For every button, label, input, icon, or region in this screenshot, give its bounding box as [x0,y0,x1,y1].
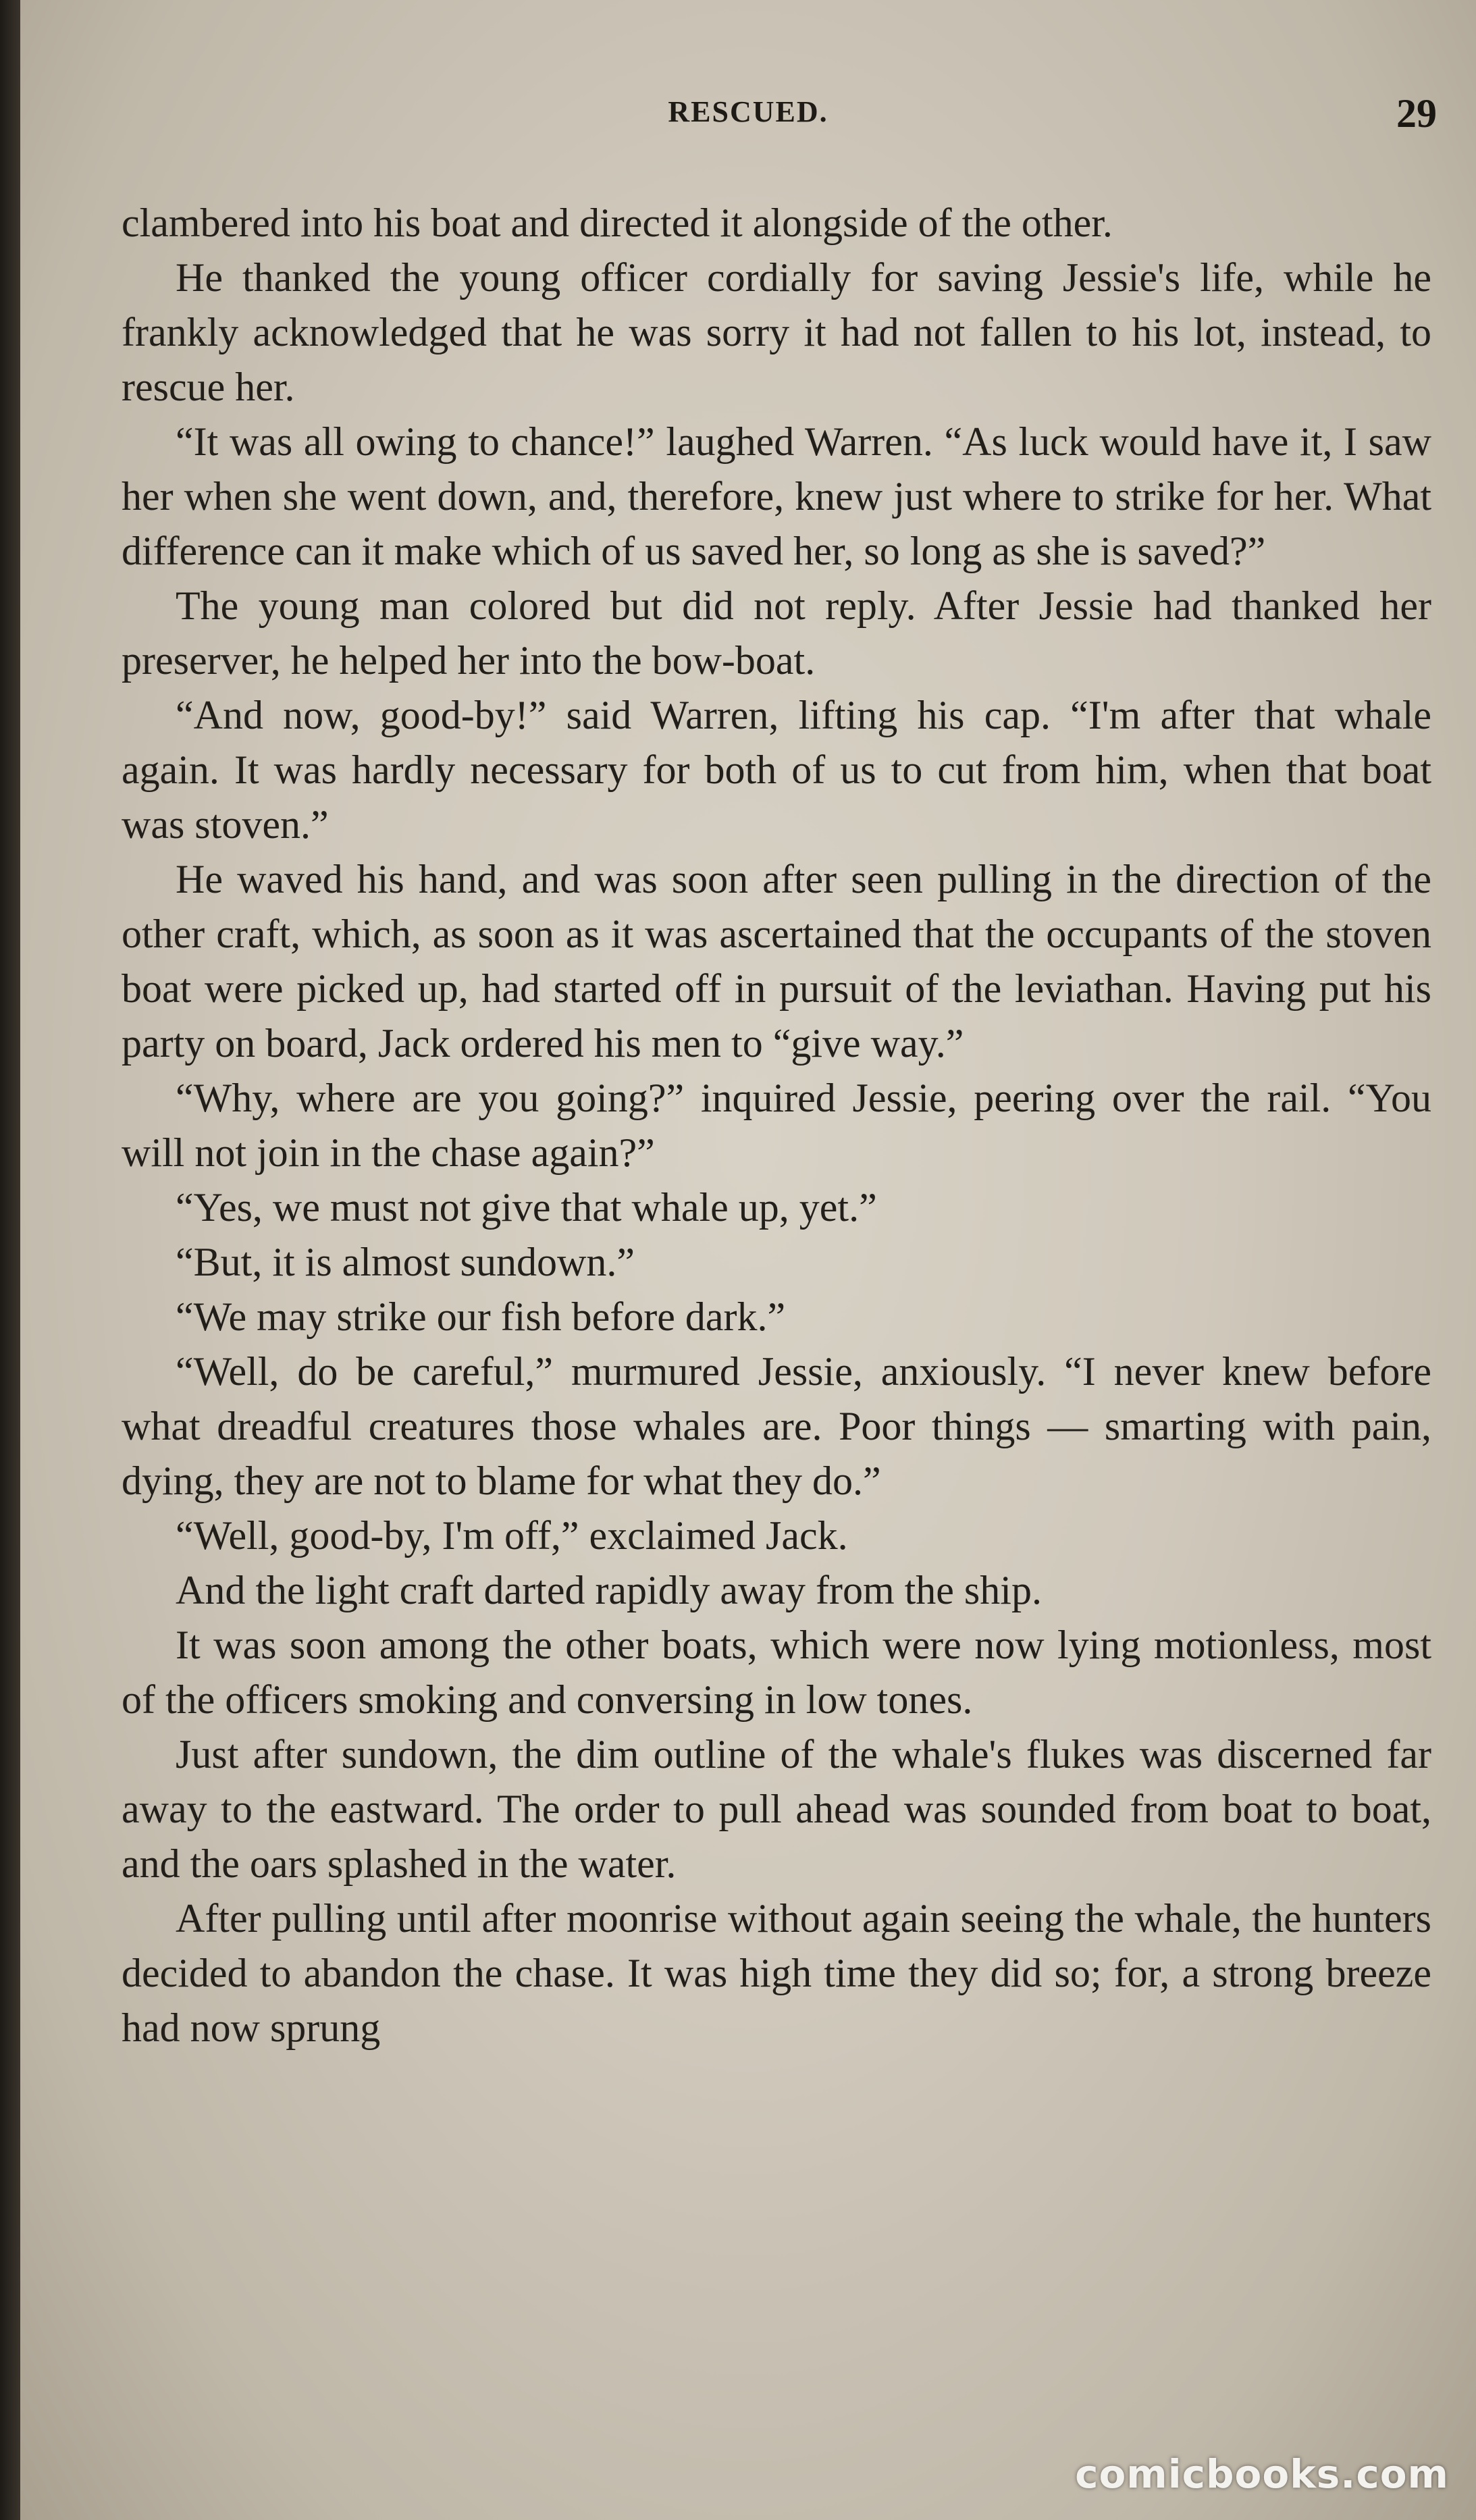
paragraph: “We may strike our fish before dark.” [176,1294,786,1339]
paragraph: And the light craft darted rapidly away from the ship. [176,1568,1042,1612]
paragraph: He waved his hand, and was soon after seen pulling in the direction of the other craft, which, as soon as it was ascertained that the occupants of the stoven boat were picked up, had started off in pursuit of the leviathan. Having put his party on board, Jack ordered his men to “give way.” [122,857,1431,1066]
page-header [20,91,1476,149]
paragraph: “Why, where are you going?” inquired Jessie, peering over the rail. “You will not join in the chase again?” [122,1076,1431,1175]
body-text [122,196,1431,2055]
paragraph: “Yes, we must not give that whale up, yet.” [176,1185,877,1230]
paragraph: Just after sundown, the dim outline of the whale's flukes was discerned far away to the eastward. The order to pull ahead was sounded from boat to boat, and the oars splashed in the water. [122,1732,1431,1886]
paragraph: “It was all owing to chance!” laughed Warren. “As luck would have it, I saw her when she went down, and, therefore, knew just where to strike for her. What difference can it make which of us saved her, so long as she is saved?” [122,419,1431,573]
page-number: 29 [1396,91,1437,136]
paragraph: “But, it is almost sundown.” [176,1240,635,1284]
paragraph: “Well, do be careful,” murmured Jessie, anxiously. “I never knew before what dreadful creatures those whales are. Poor things — smarting with pain, dying, they are not to blame for what they do.” [122,1349,1431,1503]
paragraph: It was soon among the other boats, which were now lying motionless, most of the officers smoking and conversing in low tones. [122,1623,1431,1722]
paragraph: He thanked the young officer cordially for saving Jessie's life, while he frankly acknowledged that he was sorry it had not fallen to his lot, instead, to rescue her. [122,255,1431,409]
paragraph: clambered into his boat and directed it alongside of the other. [122,201,1113,245]
paragraph: After pulling until after moonrise without again seeing the whale, the hunters decided to abandon the chase. It was high time they did so; for, a strong breeze had now sprung [122,1896,1431,2050]
paragraph: “And now, good-by!” said Warren, lifting his cap. “I'm after that whale again. It was hardly necessary for both of us to cut from him, when that boat was stoven.” [122,693,1431,847]
running-head: RESCUED. [668,95,828,128]
paragraph: The young man colored but did not reply. After Jessie had thanked her preserver, he helped her into the bow-boat. [122,583,1431,683]
site-watermark: comicbooks.com [1075,2451,1449,2497]
book-page [20,0,1476,2520]
page-gutter-shadow [0,0,20,2520]
paragraph: “Well, good-by, I'm off,” exclaimed Jack. [176,1513,848,1558]
